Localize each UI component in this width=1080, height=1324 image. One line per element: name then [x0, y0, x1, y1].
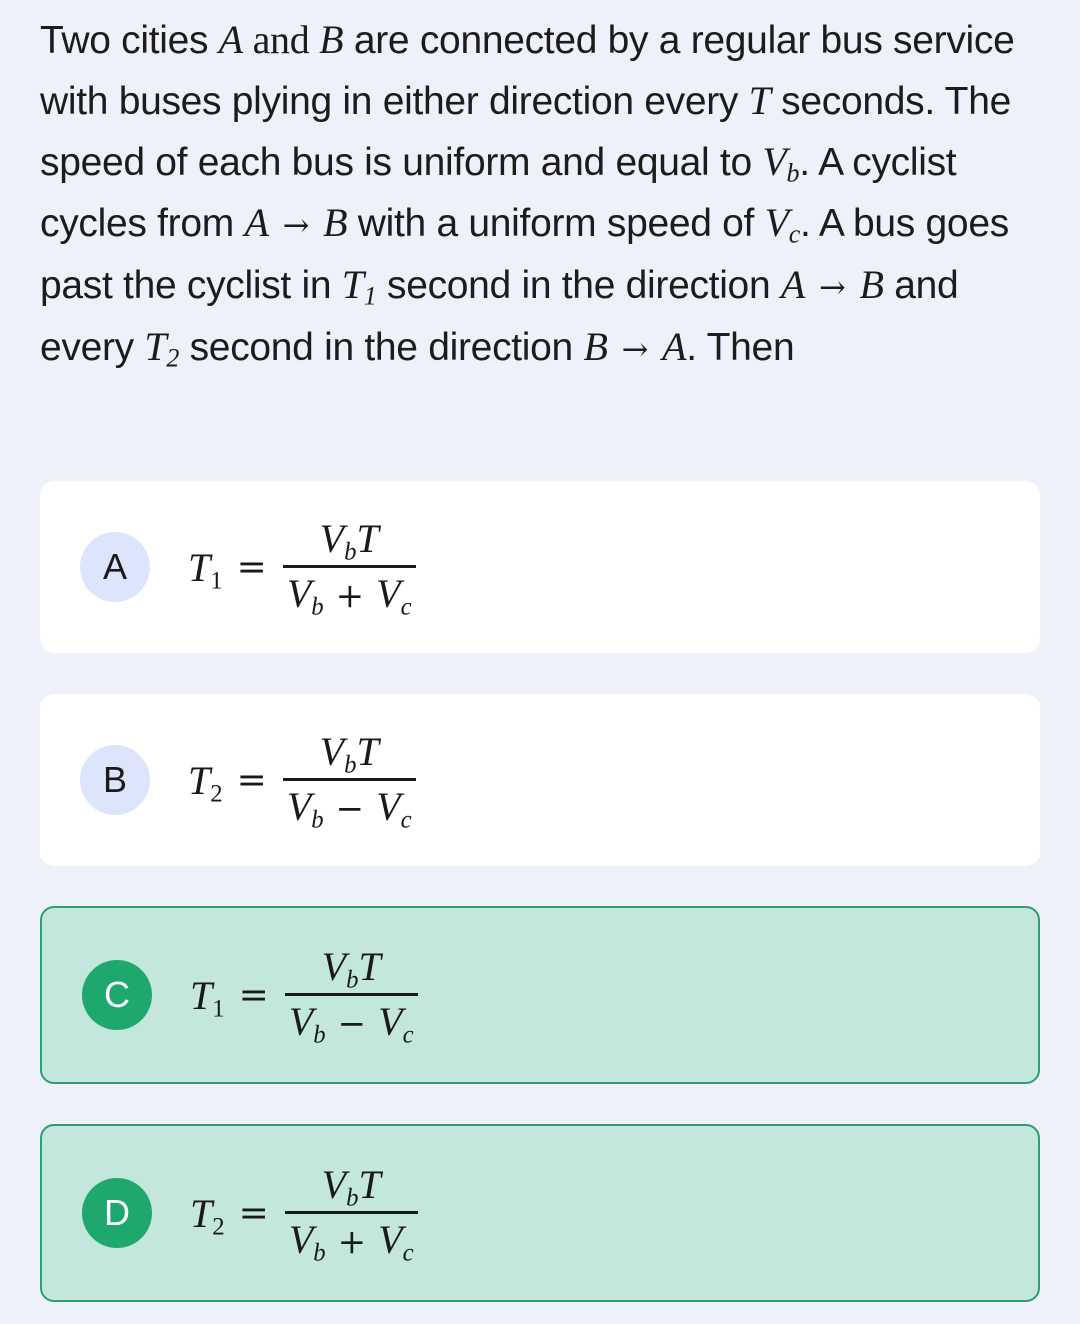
math-and: and: [242, 17, 320, 62]
fraction: $\frac{V_bT}{V_b + V_c}$: [283, 519, 416, 616]
math-B: B: [319, 17, 344, 62]
math-A: A: [218, 17, 243, 62]
math-A: A: [780, 262, 806, 307]
question-fragment: . A bus goes past the cyclist in: [40, 202, 1009, 307]
option-formula: $T_2$ = $\frac{V_bT}{V_b - V_c}$: [188, 728, 416, 832]
math-A: A: [662, 324, 687, 369]
option-letter-badge: C: [82, 960, 152, 1030]
question-fragment: second in the direction: [376, 264, 781, 307]
option-letter-badge: A: [80, 532, 150, 602]
math-T: T: [748, 78, 771, 123]
question-fragment: with a uniform speed of: [347, 202, 765, 245]
option-c[interactable]: [40, 906, 1040, 1084]
fraction: $\frac{V_bT}{V_b - V_c}$: [285, 947, 418, 1044]
question-fragment: and every: [40, 264, 959, 369]
arrow-icon: →: [621, 330, 649, 368]
math-A: A: [244, 200, 269, 245]
question-text: [40, 10, 1040, 379]
question-fragment: are connected by a regular bus service with buses plying in either direction every: [40, 19, 1015, 123]
math-T1: $T_1$: [341, 262, 377, 311]
math-B: B: [323, 200, 348, 245]
option-formula: $T_1$ = $\frac{V_bT}{V_b + V_c}$: [188, 515, 416, 619]
option-a[interactable]: [40, 481, 1040, 653]
question-fragment: . A cyclist cycles from: [40, 141, 957, 245]
math-B: B: [583, 324, 608, 369]
math-Vc: $V_c$: [764, 200, 801, 249]
question-fragment: seconds. The speed of each bus is uniform and equal to: [40, 80, 1011, 184]
math-B: B: [859, 262, 884, 307]
math-Vb: $V_b$: [762, 139, 800, 188]
math-T2: $T_2$: [144, 324, 180, 373]
question-fragment: second in the direction: [179, 326, 584, 369]
option-formula: $T_2$ = $\frac{V_bT}{V_b + V_c}$: [190, 1161, 418, 1265]
option-letter-badge: D: [82, 1178, 152, 1248]
option-d[interactable]: [40, 1124, 1040, 1302]
option-b[interactable]: [40, 694, 1040, 866]
fraction: $\frac{V_bT}{V_b - V_c}$: [283, 732, 416, 829]
question-fragment: . Then: [686, 326, 795, 369]
arrow-icon: →: [282, 206, 310, 244]
option-letter-badge: B: [80, 745, 150, 815]
fraction: $\frac{V_bT}{V_b + V_c}$: [285, 1165, 418, 1262]
question-fragment: Two cities: [40, 19, 219, 62]
arrow-icon: →: [819, 268, 846, 306]
option-formula: $T_1$ = $\frac{V_bT}{V_b - V_c}$: [190, 943, 418, 1047]
